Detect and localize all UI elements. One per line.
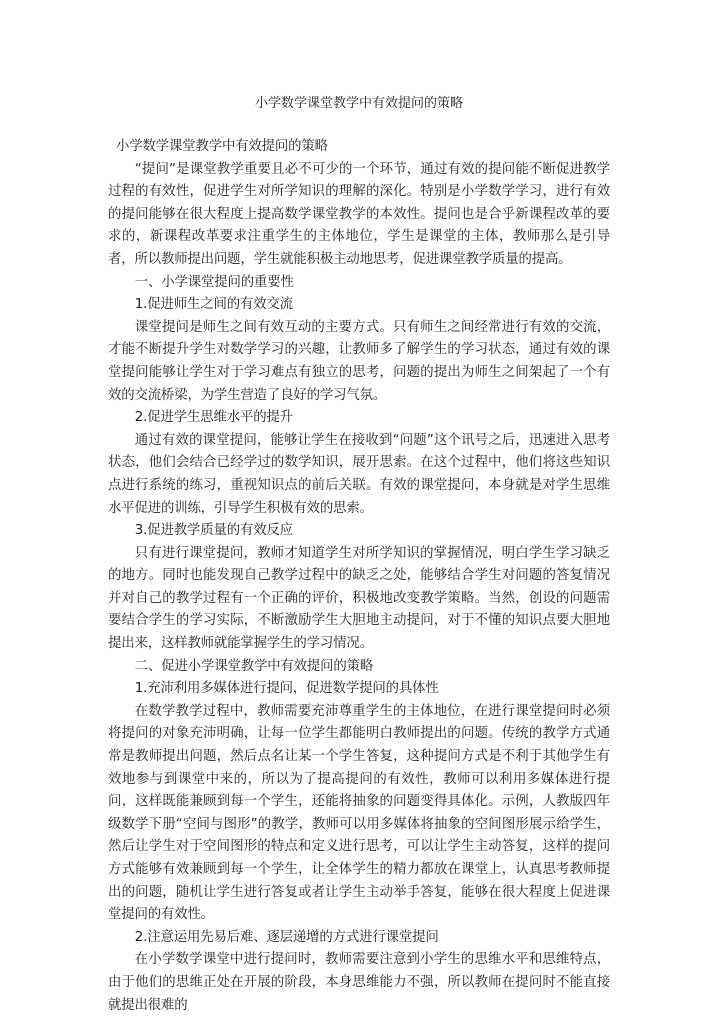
paragraph-2-2: 在小学数学课堂中进行提问时，教师需要注意到小学生的思维水平和思维特点，由于他们的思维正处在开展的阶段，本身思维能力不强，所以教师在提问时不能直接就提出很难的 (108, 952, 610, 1013)
document-subtitle: 小学数学课堂教学中有效提问的策略 (116, 139, 328, 154)
paragraph-1-1: 课堂提问是师生之间有效互动的主要方式。只有师生之间经常进行有效的交流，才能不断提升学生对数学学习的兴趣，让教师多了解学生的学习状态，通过有效的课堂提问能够让学生对于学习难点有独立的思考，问题的提出为师生之间架起了一个有效的交流桥梁，为学生营造了良好的学习气氛。 (108, 319, 610, 403)
subheading-1-2: 2.促进学生思维水平的提升 (134, 410, 293, 426)
subheading-1-1: 1.促进师生之间的有效交流 (134, 297, 293, 313)
document-title: 小学数学课堂教学中有效提问的策略 (254, 96, 463, 111)
paragraph-1-3: 只有进行课堂提问，教师才知道学生对所学知识的掌握情况，明白学生学习缺乏的地方。同时也能发现自己教学过程中的缺乏之处，能够结合学生对问题的答复情况并对自己的教学过程有一个正确的评价，积极地改变教学策略。当然，创设的问题需要结合学生的学习实际，不断激励学生大胆地主动提问，对于不懂的知识点要大胆地提出来，这样教师就能掌握学生的学习情况。 (108, 545, 610, 652)
paragraph-2-1: 在数学教学过程中，教师需要充沛尊重学生的主体地位，在进行课堂提问时必须将提问的对象充沛明确，让每一位学生都能明白教师提出的问题。传统的教学方式通常是教师提出问题，然后点名让某一个学生答复，这种提问方式是不利于其他学生有效地参与到课堂中来的，所以为了提高提问的有效性，教师可以利用多媒体进行提问，这样既能兼顾到每一个学生，还能将抽象的问题变得具体化。示例，人教版四年级数学下册“空间与图形”的教学，教师可以用多媒体将抽象的空间图形展示给学生，然后让学生对于空间图形的特点和定义进行思考，可以让学生主动答复，这样的提问方式能够有效兼顾到每一个学生，让全体学生的精力都放在课堂上，认真思考教师提出的问题，随机让学生进行答复或者让学生主动举手答复，能够在很大程度上促进课堂提问的有效性。 (108, 703, 610, 923)
paragraph-1-2: 通过有效的课堂提问，能够让学生在接收到“问题”这个讯号之后，迅速进入思考状态，他们会结合已经学过的数学知识，展开思索。在这个过程中，他们将这些知识点进行系统的练习，重视知识点的前后关联。有效的课堂提问，本身就是对学生思维水平促进的训练，引导学生积极有效的思索。 (108, 432, 610, 516)
subheading-2-1: 1.充沛利用多媒体进行提问，促进数学提问的具体性 (134, 681, 439, 697)
section-heading-2: 二、促进小学课堂教学中有效提问的策略 (134, 658, 374, 674)
subheading-1-3: 3.促进教学质量的有效反应 (134, 523, 293, 539)
intro-paragraph: “提问”是课堂教学重要且必不可少的一个环节，通过有效的提问能不断促进教学过程的有效性，促进学生对所学知识的理解的深化。特别是小学数学学习，进行有效的提问能够在很大程度上提高数学课堂教学的本效性。提问也是合乎新课程改革的要求的，新课程改革要求注重学生的主体地位，学生是课堂的主体，教师那么是引导者，所以教师提出问题，学生就能积极主动地思考，促进课堂教学质量的提高。 (108, 161, 610, 267)
subheading-2-2: 2.注意运用先易后难、逐层递增的方式进行课堂提问 (134, 929, 439, 945)
section-heading-1: 一、小学课堂提问的重要性 (134, 274, 294, 290)
